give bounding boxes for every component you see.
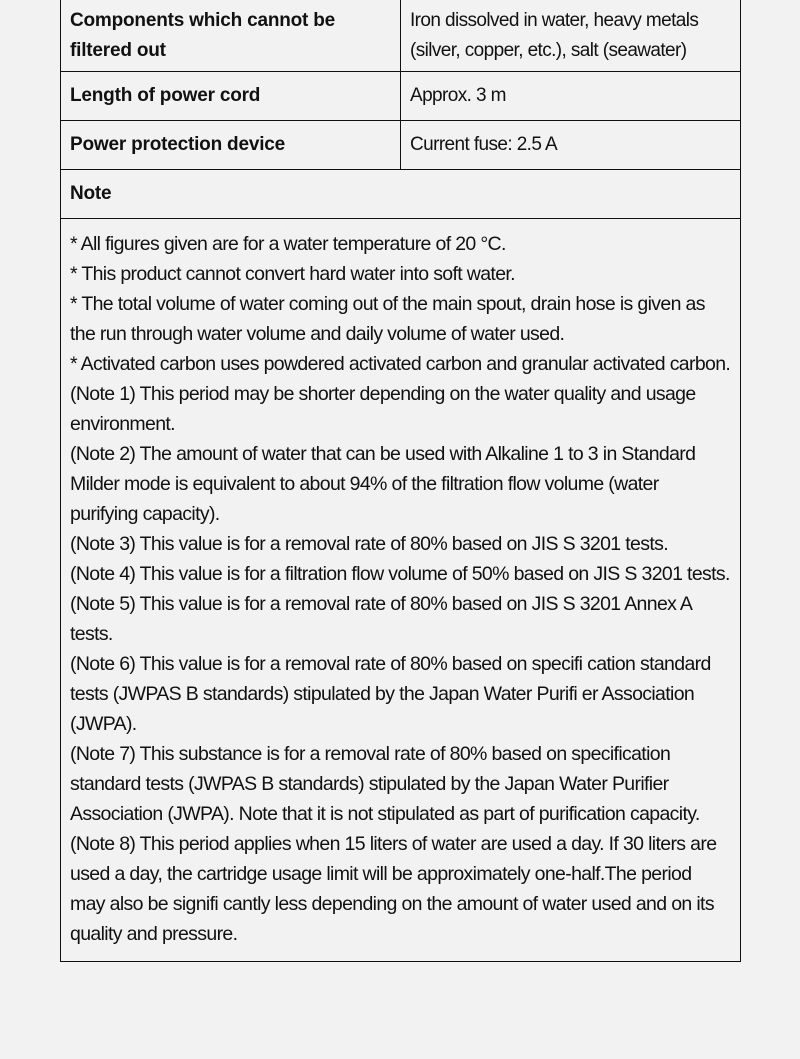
note-item: (Note 7) This substance is for a removal rate of 80% based on specification standard tests (JWPAS B standards) stipulated by the Japan Water Purifier Association (JWPA). Note that it is not stipulated as part of purification capacity. [70,743,700,825]
spec-value: Current fuse: 2.5 A [401,121,741,170]
note-item: * This product cannot convert hard water into soft water. [70,263,515,285]
note-item: (Note 4) This value is for a filtration flow volume of 50% based on JIS S 3201 tests. [70,563,730,585]
spec-value: Iron dissolved in water, heavy metals (silver, copper, etc.), salt (seawater) [401,0,741,72]
note-item: (Note 2) The amount of water that can be used with Alkaline 1 to 3 in Standard Milder mode is equivalent to about 94% of the filtration flow volume (water purifying capacity). [70,443,696,525]
notes-cell [61,219,741,962]
spec-value: Approx. 3 m [401,72,741,121]
note-heading-row [61,170,741,219]
spec-row-unfilterable-components [61,0,741,72]
spec-row-power-cord-length [61,72,741,121]
note-item: * All figures given are for a water temperature of 20 °C. [70,233,506,255]
note-item: * The total volume of water coming out of the main spout, drain hose is given as the run through water volume and daily volume of water used. [70,293,705,345]
note-item: (Note 8) This period applies when 15 liters of water are used a day. If 30 liters are used a day, the cartridge usage limit will be approximately one-half.The period may also be signifi cantly less depending on the amount of water used and on its quality and pressure. [70,833,717,945]
spec-label: Length of power cord [61,72,401,121]
notes-row [61,219,741,962]
spec-label: Components which cannot be filtered out [61,0,401,72]
note-item: (Note 3) This value is for a removal rate of 80% based on JIS S 3201 tests. [70,533,668,555]
specifications-table [60,0,741,962]
note-item: (Note 5) This value is for a removal rate of 80% based on JIS S 3201 Annex A tests. [70,593,692,645]
spec-row-power-protection [61,121,741,170]
spec-label: Power protection device [61,121,401,170]
note-item: (Note 6) This value is for a removal rate of 80% based on specifi cation standard tests (JWPAS B standards) stipulated by the Japan Water Purifi er Association (JWPA). [70,653,711,735]
note-item: * Activated carbon uses powdered activated carbon and granular activated carbon. [70,353,731,375]
note-item: (Note 1) This period may be shorter depending on the water quality and usage environment. [70,383,696,435]
note-heading: Note [61,170,741,219]
